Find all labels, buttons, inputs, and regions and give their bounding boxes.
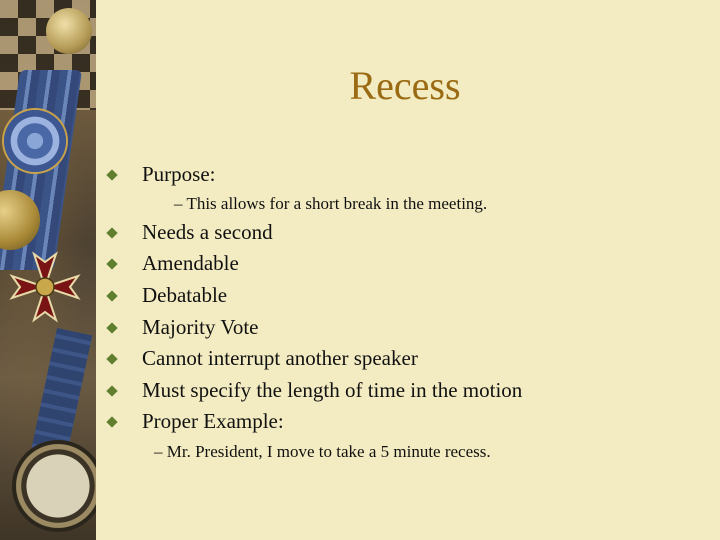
list-item-label: Amendable <box>142 251 239 275</box>
slide-title: Recess <box>349 63 461 108</box>
diamond-bullet-icon <box>106 353 117 364</box>
diamond-bullet-icon <box>106 322 117 333</box>
sub-item: – Mr. President, I move to take a 5 minute recess. <box>154 442 491 461</box>
medal-collage-icon <box>0 0 96 540</box>
list-item-label: Purpose: <box>142 162 216 186</box>
diamond-bullet-icon <box>106 385 117 396</box>
diamond-bullet-icon <box>106 227 117 238</box>
list-item-label: Cannot interrupt another speaker <box>142 346 418 370</box>
diamond-bullet-icon <box>106 416 117 427</box>
list-item-label: Majority Vote <box>142 315 259 339</box>
list-item-label: Proper Example: <box>142 409 284 433</box>
list-item-label: Debatable <box>142 283 228 307</box>
sub-item: – This allows for a short break in the meeting. <box>174 194 488 213</box>
compass-icon <box>12 440 96 532</box>
list-item-label: Needs a second <box>142 220 273 244</box>
diamond-bullet-icon <box>106 169 117 180</box>
diamond-bullet-icon <box>106 258 117 269</box>
list-item-label: Must specify the length of time in the motion <box>142 378 523 402</box>
coin-icon <box>46 8 92 54</box>
maltese-cross-icon <box>8 250 82 324</box>
diamond-bullet-icon <box>106 290 117 301</box>
rosette-icon <box>4 110 66 172</box>
